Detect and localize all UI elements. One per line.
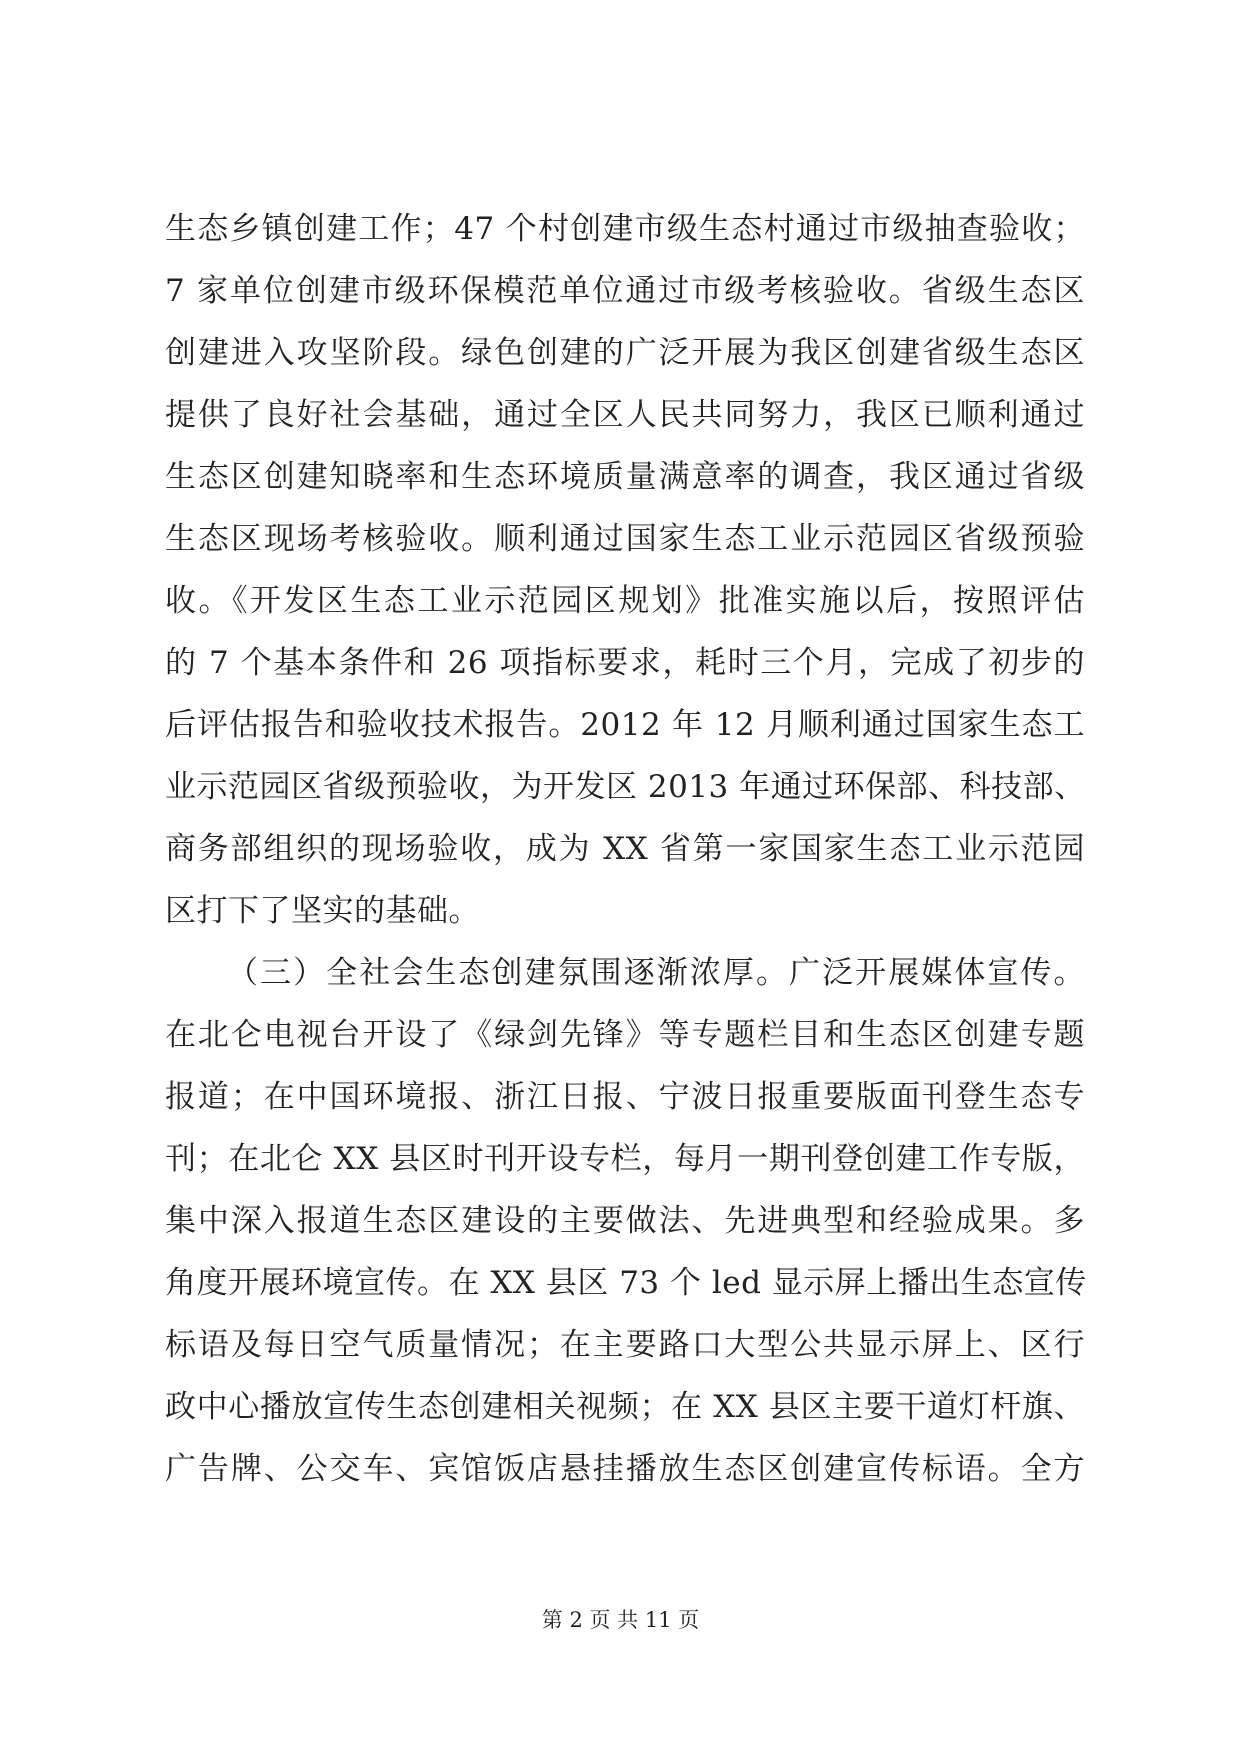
text-line: 在北仑电视台开设了《绿剑先锋》等专题栏目和生态区创建专题 (165, 1017, 1085, 1053)
text-line: 政中心播放宣传生态创建相关视频；在 XX 县区主要干道灯杆旗、 (165, 1389, 1086, 1425)
text-line: 商务部组织的现场验收，成为 XX 省第一家国家生态工业示范园 (165, 831, 1085, 867)
text-line: 报道；在中国环境报、浙江日报、宁波日报重要版面刊登生态专 (165, 1079, 1085, 1115)
text-line: 标语及每日空气质量情况；在主要路口大型公共显示屏上、区行 (165, 1327, 1085, 1363)
text-line: 生态乡镇创建工作；47 个村创建市级生态村通过市级抽查验收； (165, 211, 1085, 247)
text-line: 7 家单位创建市级环保模范单位通过市级考核验收。省级生态区 (165, 273, 1085, 309)
body-text (165, 198, 1085, 1500)
text-line: 刊；在北仑 XX 县区时刊开设专栏，每月一期刊登创建工作专版， (165, 1141, 1085, 1177)
text-line: 区打下了坚实的基础。 (165, 893, 480, 929)
text-line: 业示范园区省级预验收，为开发区 2013 年通过环保部、科技部、 (165, 769, 1086, 805)
text-line: 后评估报告和验收技术报告。2012 年 12 月顺利通过国家生态工 (165, 707, 1085, 743)
text-line: 收。《开发区生态工业示范园区规划》批准实施以后，按照评估 (165, 583, 1085, 619)
section-heading-line: （三）全社会生态创建氛围逐渐浓厚。广泛开展媒体宣传。 (227, 955, 1085, 991)
text-line: 生态区现场考核验收。顺利通过国家生态工业示范园区省级预验 (165, 521, 1085, 557)
text-line: 的 7 个基本条件和 26 项指标要求，耗时三个月，完成了初步的 (165, 645, 1085, 681)
text-line: 角度开展环境宣传。在 XX 县区 73 个 led 显示屏上播出生态宣传 (165, 1265, 1087, 1301)
text-line: 创建进入攻坚阶段。绿色创建的广泛开展为我区创建省级生态区 (165, 335, 1085, 371)
text-line: 集中深入报道生态区建设的主要做法、先进典型和经验成果。多 (165, 1203, 1085, 1239)
text-line: 提供了良好社会基础，通过全区人民共同努力，我区已顺利通过 (165, 397, 1085, 433)
text-line: 生态区创建知晓率和生态环境质量满意率的调查，我区通过省级 (165, 459, 1085, 495)
page-footer: 第 2 页 共 11 页 (541, 1608, 700, 1632)
text-line: 广告牌、公交车、宾馆饭店悬挂播放生态区创建宣传标语。全方 (165, 1451, 1085, 1487)
